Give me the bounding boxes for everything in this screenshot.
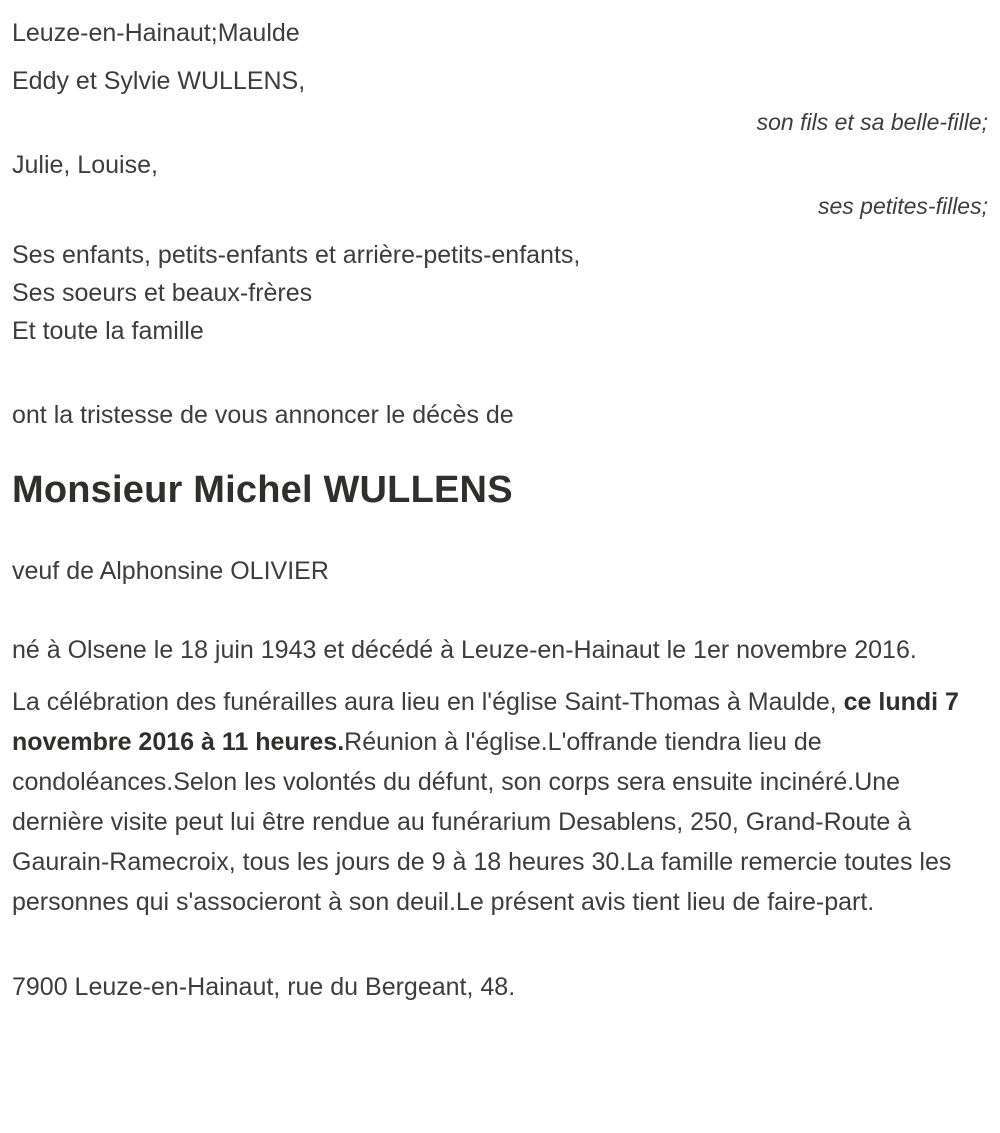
- announcement-line: ont la tristesse de vous annoncer le décès de: [12, 401, 514, 429]
- family-lines-group: [12, 236, 988, 350]
- relation-row-son: [12, 102, 988, 142]
- relative-names-granddaughters: Julie, Louise,: [12, 151, 158, 179]
- family-line-children: Ses enfants, petits-enfants et arrière-petits-enfants,: [12, 241, 581, 269]
- location-line: Leuze-en-Hainaut;Maulde: [12, 19, 300, 47]
- address-line: 7900 Leuze-en-Hainaut, rue du Bergeant, 48.: [12, 973, 516, 1001]
- funeral-text-after-bold: Réunion à l'église.L'offrande tiendra lieu de condoléances.Selon les volontés du défunt, son corps sera ensuite incinéré.Une dernière visite peut lui être rendue au funérarium Desablens, 250, Grand-Route à Gaurain-Ramecroix, tous les jours de 9 à 18 heures 30.La famille remercie toutes les personnes qui s'associeront à son deuil.Le présent avis tient lieu de faire-part.: [12, 728, 952, 916]
- funeral-paragraph: [12, 682, 988, 922]
- family-line-sisters: Ses soeurs et beaux-frères: [12, 279, 313, 307]
- relation-row-granddaughters: [12, 186, 988, 226]
- widower-line: veuf de Alphonsine OLIVIER: [12, 557, 329, 585]
- relation-label-son: son fils et sa belle-fille;: [756, 109, 988, 135]
- relative-names-son: Eddy et Sylvie WULLENS,: [12, 67, 306, 95]
- funeral-date-bold: ce lundi 7 novembre 2016 à 11 heures.: [12, 688, 959, 756]
- family-line-whole-family: Et toute la famille: [12, 317, 204, 345]
- deceased-name-heading: Monsieur Michel WULLENS: [12, 469, 513, 511]
- relation-label-granddaughters: ses petites-filles;: [817, 193, 988, 219]
- birth-death-paragraph: né à Olsene le 18 juin 1943 et décédé à Leuze-en-Hainaut le 1er novembre 2016.: [12, 636, 917, 664]
- funeral-text-before-bold: La célébration des funérailles aura lieu en l'église Saint-Thomas à Maulde,: [12, 688, 844, 716]
